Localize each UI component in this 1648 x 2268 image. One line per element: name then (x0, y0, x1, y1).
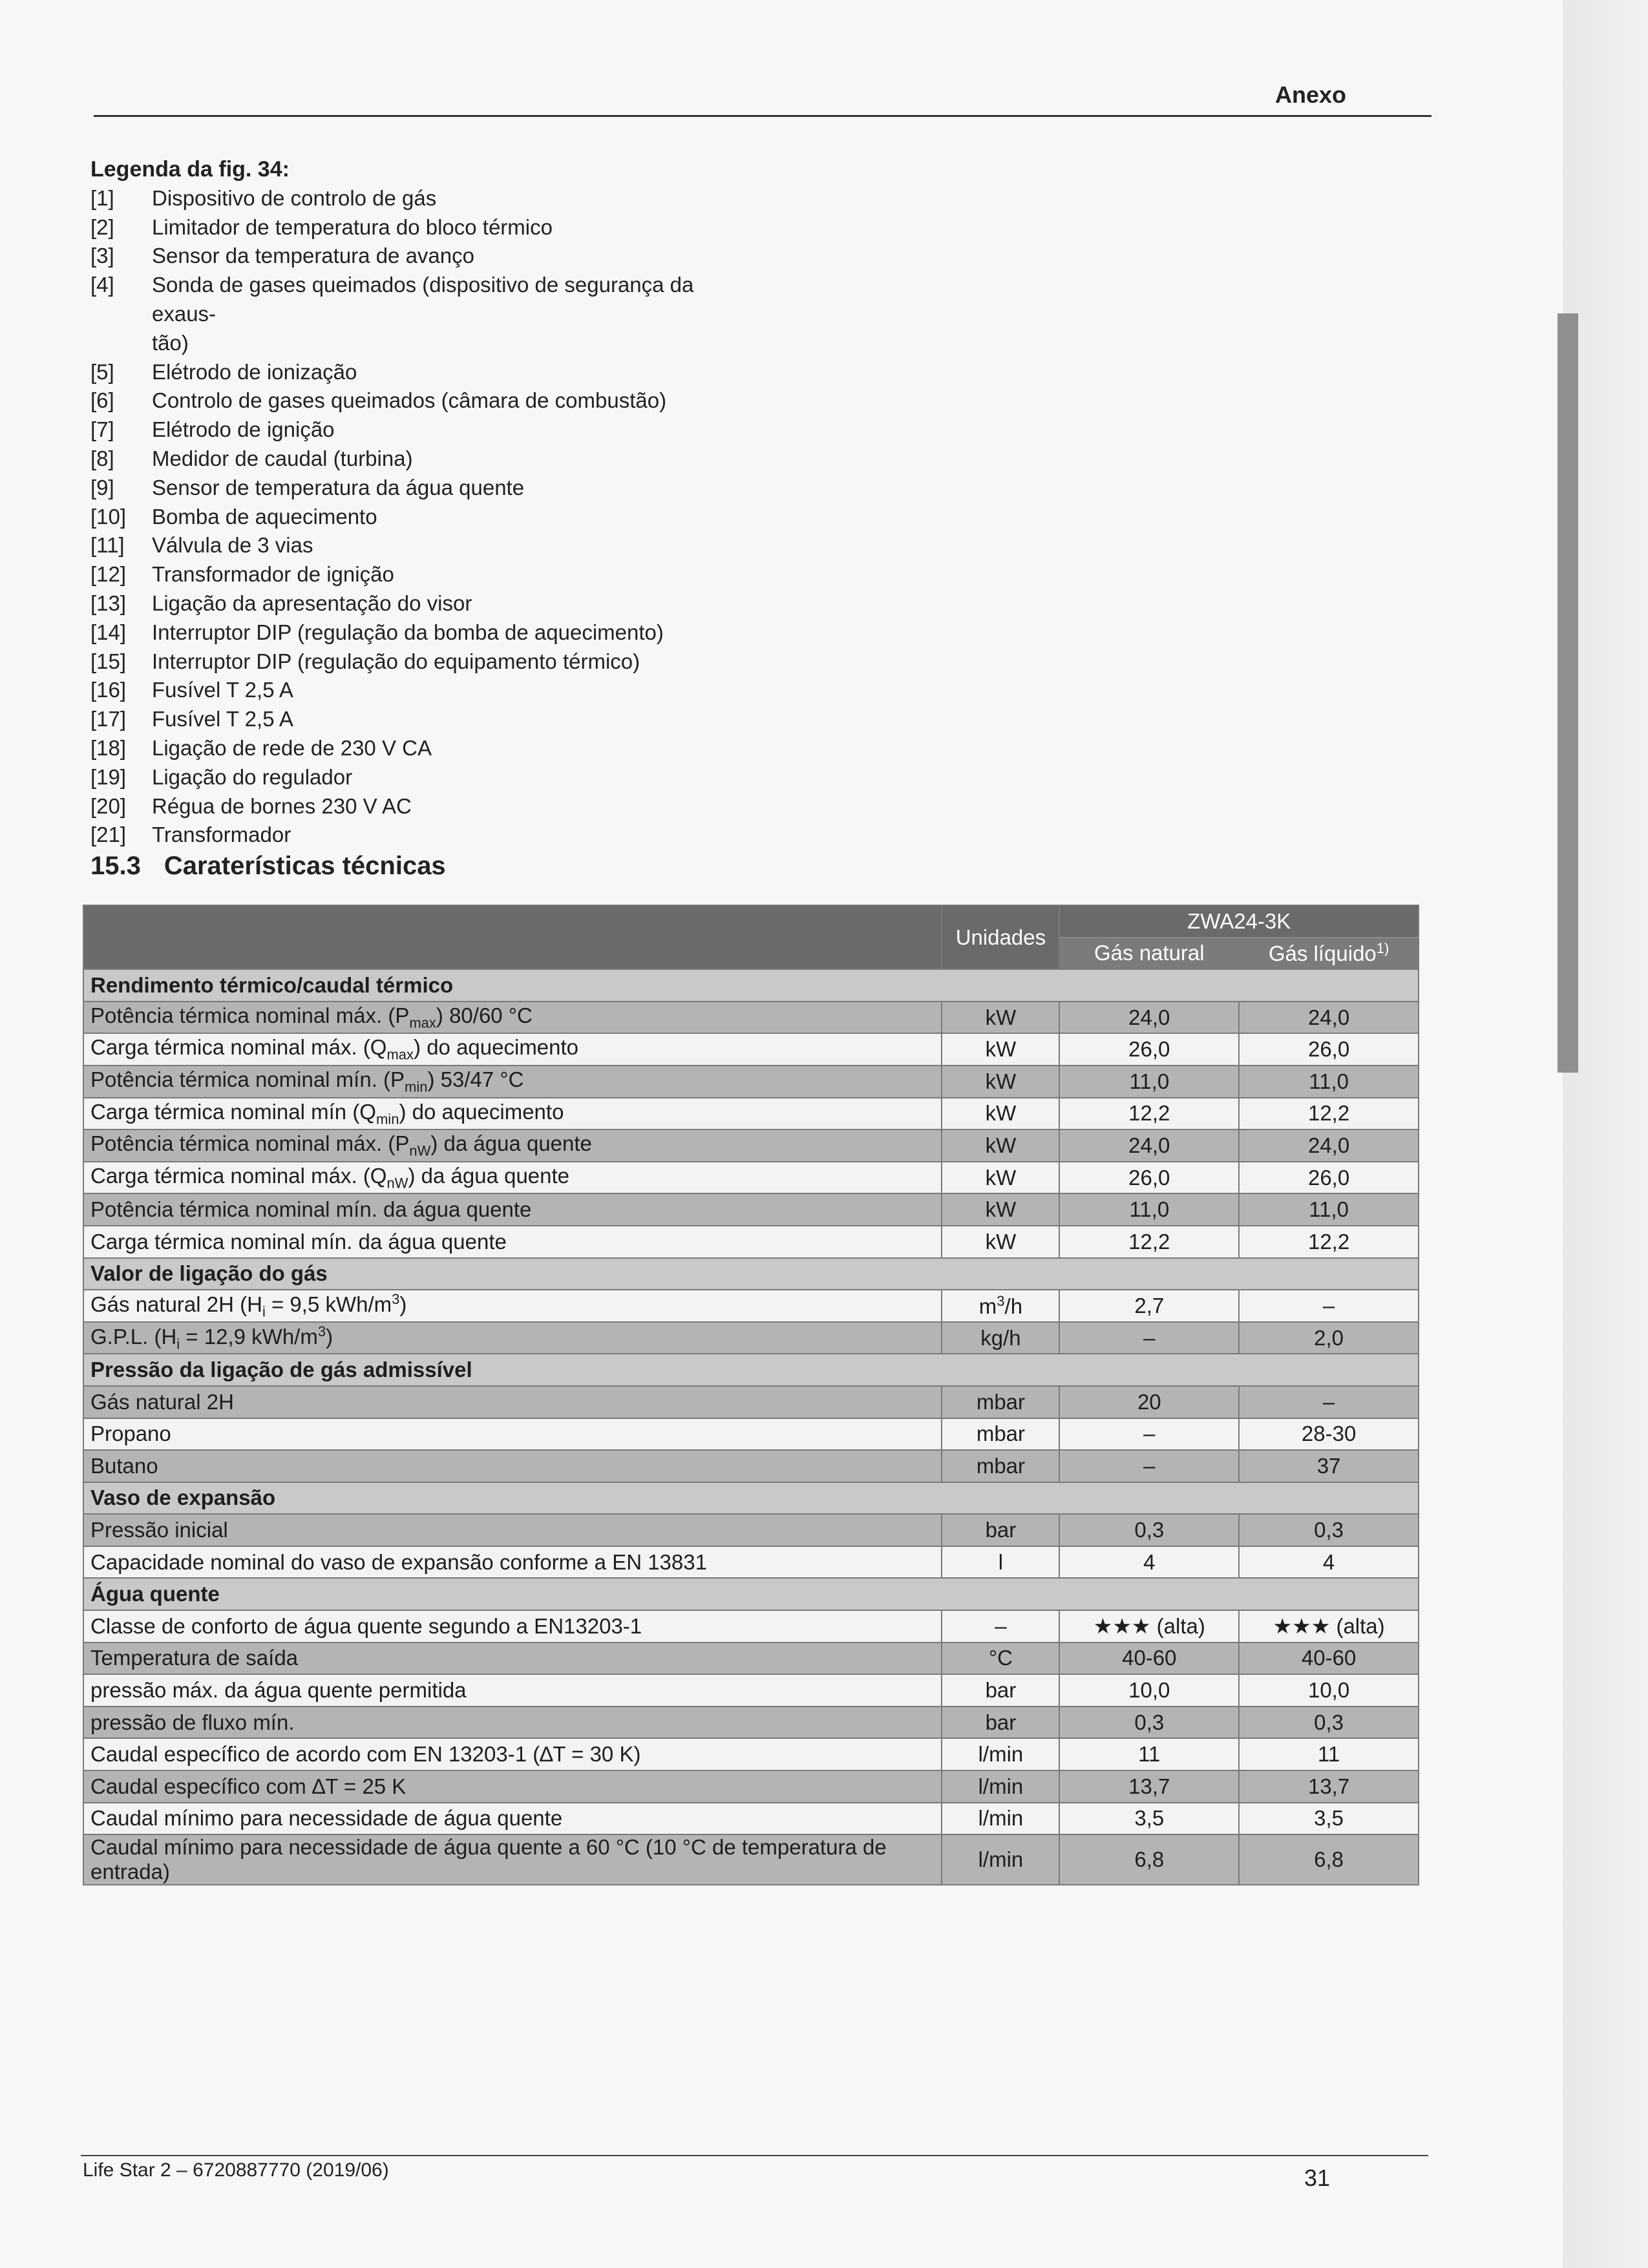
section-number: 15.3 (90, 852, 141, 880)
row-unit: l/min (942, 1834, 1059, 1885)
legend-item-text: Sensor de temperatura da água quente (152, 475, 525, 499)
footnote-marker: 1) (1376, 940, 1389, 957)
row-value-gas-natural: 11,0 (1059, 1066, 1239, 1098)
header-divider (94, 115, 1431, 117)
legend-item (90, 821, 737, 850)
legend-item-text: Medidor de caudal (turbina) (152, 446, 413, 470)
row-value-gas-liquido: 3,5 (1239, 1803, 1419, 1835)
row-label (83, 1162, 942, 1194)
legend-item-text: Válvula de 3 vias (152, 533, 313, 558)
legend-item-text: Transformador (152, 823, 291, 847)
group-label: Vaso de expansão (83, 1482, 1419, 1515)
row-value-gas-liquido: 12,2 (1239, 1098, 1419, 1130)
row-label-text: ) do aquecimento (399, 1099, 564, 1124)
legend-item-number: [19] (90, 764, 127, 789)
row-value-gas-natural: 26,0 (1059, 1033, 1239, 1066)
row-value-gas-liquido: 11,0 (1239, 1193, 1419, 1226)
running-header: Anexo (1274, 81, 1346, 108)
row-unit: l/min (942, 1738, 1059, 1770)
table-row (83, 1290, 1419, 1322)
legend-item-text: Interruptor DIP (regulação da bomba de aquecimento) (152, 620, 664, 644)
legend-item-text: Régua de bornes 230 V AC (152, 793, 412, 818)
row-unit: bar (942, 1674, 1059, 1706)
row-label-sub: max (386, 1046, 414, 1063)
row-unit: kW (942, 1033, 1059, 1066)
row-label (83, 1066, 942, 1098)
row-label (83, 1129, 942, 1162)
row-value-gas-natural: 40-60 (1059, 1643, 1239, 1675)
legend-item-text: Controlo de gases queimados (câmara de combustão) (152, 388, 667, 413)
unit-text: m (978, 1294, 997, 1318)
legend-item-number: [16] (90, 678, 127, 702)
row-label (83, 1098, 942, 1130)
legend-item-number: [3] (90, 244, 114, 268)
row-value-gas-natural: 0,3 (1059, 1706, 1239, 1739)
legend-list (90, 184, 737, 850)
row-label-text: Potência térmica nominal máx. (P (90, 1131, 410, 1156)
row-value-gas-liquido: – (1239, 1290, 1419, 1322)
row-label: Potência térmica nominal mín. da água quente (83, 1193, 942, 1226)
table-row (83, 1386, 1419, 1418)
row-label: Capacidade nominal do vaso de expansão conforme a EN 13831 (83, 1546, 942, 1579)
table-header-row (83, 905, 1419, 938)
table-row (83, 1226, 1419, 1258)
row-label-sub: max (409, 1014, 436, 1031)
legend-item-text: Elétrodo de ionização (152, 359, 357, 384)
row-unit: l/min (942, 1803, 1059, 1835)
group-label: Rendimento térmico/caudal térmico (83, 969, 1419, 1002)
legend-item (90, 474, 737, 503)
row-label-text: = 9,5 kWh/m (265, 1292, 392, 1317)
row-value-gas-natural: 26,0 (1059, 1162, 1239, 1194)
row-value-gas-liquido: 0,3 (1239, 1514, 1419, 1546)
row-value-gas-liquido: 28-30 (1239, 1418, 1419, 1451)
row-value-gas-natural: – (1059, 1418, 1239, 1451)
row-label-sub: min (375, 1111, 399, 1128)
row-label-sup: 3 (317, 1323, 326, 1339)
row-label (83, 1033, 942, 1066)
header-gas-natural: Gás natural (1059, 938, 1239, 970)
row-unit: kW (942, 1162, 1059, 1194)
row-value-gas-natural: 20 (1059, 1386, 1239, 1418)
row-label-text: ) da água quente (430, 1131, 592, 1156)
legend-item-text: Transformador de ignição (152, 562, 394, 587)
row-label: Caudal mínimo para necessidade de água quente (83, 1803, 942, 1835)
row-unit (942, 1290, 1059, 1322)
row-value-gas-liquido: 0,3 (1239, 1706, 1419, 1739)
table-row (83, 1129, 1419, 1162)
row-label-text: ) (399, 1292, 407, 1317)
row-value-gas-natural: 6,8 (1059, 1834, 1239, 1885)
row-label (83, 1002, 942, 1034)
table-row (83, 1610, 1419, 1643)
table-row (83, 1803, 1419, 1835)
legend-item-text: Ligação de rede de 230 V CA (152, 735, 432, 760)
legend-item (90, 242, 737, 271)
row-label-text: ) da água quente (408, 1163, 570, 1188)
row-value-gas-liquido: 24,0 (1239, 1129, 1419, 1162)
legend-item (90, 734, 737, 763)
row-unit: mbar (942, 1450, 1059, 1482)
row-unit: kW (942, 1129, 1059, 1162)
row-unit: kW (942, 1002, 1059, 1034)
row-label (83, 1290, 942, 1322)
row-unit: kW (942, 1226, 1059, 1258)
legend-item-number: [18] (90, 735, 127, 760)
row-label-text: = 12,9 kWh/m (180, 1324, 318, 1349)
table-row (83, 1002, 1419, 1034)
legend-item-number: [4] (90, 273, 114, 297)
table-row (83, 1418, 1419, 1451)
row-value-gas-liquido: 12,2 (1239, 1226, 1419, 1258)
row-value-gas-liquido: 26,0 (1239, 1162, 1419, 1194)
row-unit: kW (942, 1098, 1059, 1130)
table-row (83, 1514, 1419, 1546)
row-value-gas-natural: 10,0 (1059, 1674, 1239, 1706)
legend-item-text: Interruptor DIP (regulação do equipamento térmico) (152, 649, 640, 673)
row-unit: l/min (942, 1770, 1059, 1803)
legend-item-text: Elétrodo de ignição (152, 417, 335, 442)
row-value-gas-natural: – (1059, 1322, 1239, 1354)
row-label: Temperatura de saída (83, 1643, 942, 1675)
header-units: Unidades (942, 905, 1059, 969)
figure-legend (90, 155, 737, 850)
header-blank-cell (83, 905, 942, 969)
table-row (83, 1450, 1419, 1482)
table-row (83, 1674, 1419, 1706)
technical-specs-table (83, 905, 1419, 1885)
row-label: Propano (83, 1418, 942, 1451)
row-label-text: G.P.L. (H (90, 1324, 177, 1349)
legend-item-number: [2] (90, 215, 114, 239)
table-row (83, 1546, 1419, 1579)
unit-text: /h (1004, 1294, 1023, 1318)
row-value-gas-liquido: 11 (1239, 1738, 1419, 1770)
row-label-text: ) 80/60 °C (436, 1003, 533, 1027)
table-group-row (83, 1258, 1419, 1290)
row-value-gas-liquido: 37 (1239, 1450, 1419, 1482)
row-label-text: ) 53/47 °C (427, 1067, 524, 1091)
row-label: Butano (83, 1450, 942, 1482)
row-label: Caudal específico com ∆T = 25 K (83, 1770, 942, 1803)
table-group-row (83, 1354, 1419, 1386)
legend-item-text: Limitador de temperatura do bloco térmico (152, 215, 553, 239)
row-value-gas-liquido: ★★★ (alta) (1239, 1610, 1419, 1643)
legend-item-number: [12] (90, 562, 127, 587)
footer-document-id: Life Star 2 – 6720887770 (2019/06) (83, 2159, 389, 2181)
row-label-sub: i (262, 1303, 266, 1320)
row-label: Pressão inicial (83, 1514, 942, 1546)
legend-item (90, 531, 737, 560)
row-value-gas-natural: 13,7 (1059, 1770, 1239, 1803)
row-unit: kW (942, 1066, 1059, 1098)
row-value-gas-natural: 12,2 (1059, 1098, 1239, 1130)
legend-item (90, 329, 737, 358)
row-value-gas-natural: 12,2 (1059, 1226, 1239, 1258)
header-model: ZWA24-3K (1059, 905, 1419, 938)
row-value-gas-natural: 24,0 (1059, 1002, 1239, 1034)
legend-item-number (90, 329, 152, 358)
row-value-gas-natural: 4 (1059, 1546, 1239, 1579)
table-row (83, 1193, 1419, 1226)
table-row (83, 1834, 1419, 1885)
table-row (83, 1066, 1419, 1098)
legend-item (90, 213, 737, 242)
header-gas-liquido-label: Gás líquido (1268, 941, 1377, 966)
row-label-text: Potência térmica nominal mín. (P (90, 1067, 405, 1091)
row-label-sub: i (176, 1336, 180, 1352)
footer-divider (81, 2155, 1428, 2156)
legend-title: Legenda da fig. 34: (90, 157, 290, 182)
legend-item-number: [7] (90, 417, 114, 442)
row-unit: bar (942, 1514, 1059, 1546)
row-unit: bar (942, 1706, 1059, 1739)
row-unit: mbar (942, 1386, 1059, 1418)
legend-item-number: [14] (90, 620, 127, 644)
row-value-gas-liquido: 24,0 (1239, 1002, 1419, 1034)
row-value-gas-liquido: 2,0 (1239, 1322, 1419, 1354)
table-row (83, 1033, 1419, 1066)
row-label (83, 1322, 942, 1354)
row-value-gas-natural: 2,7 (1059, 1290, 1239, 1322)
row-value-gas-liquido: 40-60 (1239, 1643, 1419, 1675)
row-label-text: Carga térmica nominal máx. (Q (90, 1163, 387, 1188)
row-label: Gás natural 2H (83, 1386, 942, 1418)
row-value-gas-liquido: 10,0 (1239, 1674, 1419, 1706)
legend-item-text: Fusível T 2,5 A (152, 678, 293, 702)
row-unit: kg/h (942, 1322, 1059, 1354)
row-value-gas-natural: 24,0 (1059, 1129, 1239, 1162)
row-value-gas-liquido: 26,0 (1239, 1033, 1419, 1066)
legend-item-text: Ligação do regulador (152, 764, 353, 789)
legend-item (90, 763, 737, 792)
legend-item (90, 560, 737, 589)
table-row (83, 1098, 1419, 1130)
legend-item (90, 415, 737, 445)
legend-item-number: [13] (90, 591, 127, 615)
row-value-gas-natural: 11 (1059, 1738, 1239, 1770)
section-title: Caraterísticas técnicas (164, 852, 446, 880)
table-row (83, 1643, 1419, 1675)
table-group-row (83, 1578, 1419, 1610)
legend-item-text: Sensor da temperatura de avanço (152, 244, 474, 268)
legend-item-number: [17] (90, 707, 127, 731)
legend-item (90, 271, 737, 329)
legend-item (90, 503, 737, 532)
row-label-text: ) (326, 1324, 333, 1349)
row-label-text: Potência térmica nominal máx. (P (90, 1003, 410, 1027)
legend-item-text: tão) (152, 330, 189, 355)
table-row (83, 1770, 1419, 1803)
legend-item (90, 589, 737, 618)
legend-item-number: [9] (90, 475, 114, 499)
legend-item-text: Sonda de gases queimados (dispositivo de segurança da exaus- (152, 273, 694, 326)
row-label-text: Carga térmica nominal máx. (Q (90, 1035, 387, 1060)
legend-item (90, 647, 737, 677)
row-value-gas-natural: – (1059, 1450, 1239, 1482)
chapter-side-tab (1558, 313, 1578, 1073)
header-gas-liquido (1239, 938, 1419, 970)
legend-item (90, 358, 737, 387)
legend-item-number: [1] (90, 185, 114, 210)
row-unit: l (942, 1546, 1059, 1579)
row-label-text: ) do aquecimento (414, 1035, 579, 1060)
legend-item (90, 445, 737, 474)
group-label: Água quente (83, 1578, 1419, 1610)
row-unit: kW (942, 1193, 1059, 1226)
row-label-sub: nW (386, 1175, 408, 1192)
legend-item-number: [6] (90, 388, 114, 413)
row-value-gas-natural: ★★★ (alta) (1059, 1610, 1239, 1643)
table-group-row (83, 1482, 1419, 1515)
row-label-sub: nW (409, 1142, 431, 1159)
legend-item-number: [10] (90, 504, 127, 529)
group-label: Pressão da ligação de gás admissível (83, 1354, 1419, 1386)
row-unit: mbar (942, 1418, 1059, 1451)
row-label: pressão máx. da água quente permitida (83, 1674, 942, 1706)
group-label: Valor de ligação do gás (83, 1258, 1419, 1290)
table-row (83, 1738, 1419, 1770)
row-label: Caudal específico de acordo com EN 13203-1 (∆T = 30 K) (83, 1738, 942, 1770)
legend-item (90, 676, 737, 705)
row-value-gas-natural: 0,3 (1059, 1514, 1239, 1546)
row-value-gas-liquido: 13,7 (1239, 1770, 1419, 1803)
legend-item-text: Dispositivo de controlo de gás (152, 185, 437, 210)
row-label: Classe de conforto de água quente segundo a EN13203-1 (83, 1610, 942, 1643)
row-label: Caudal mínimo para necessidade de água quente a 60 °C (10 °C de temperatura de entrada) (83, 1834, 942, 1885)
row-unit: – (942, 1610, 1059, 1643)
row-value-gas-natural: 3,5 (1059, 1803, 1239, 1835)
table-row (83, 1322, 1419, 1354)
legend-item-number: [15] (90, 649, 127, 673)
legend-item (90, 618, 737, 647)
legend-item (90, 792, 737, 821)
row-value-gas-liquido: 6,8 (1239, 1834, 1419, 1885)
row-value-gas-natural: 11,0 (1059, 1193, 1239, 1226)
row-value-gas-liquido: 11,0 (1239, 1066, 1419, 1098)
legend-item (90, 184, 737, 213)
row-label-text: Gás natural 2H (H (90, 1292, 262, 1317)
legend-item-text: Ligação da apresentação do visor (152, 591, 472, 615)
legend-item-number: [11] (90, 533, 125, 558)
row-value-gas-liquido: 4 (1239, 1546, 1419, 1579)
legend-item-number: [20] (90, 793, 127, 818)
page-number: 31 (1304, 2165, 1330, 2191)
row-label: pressão de fluxo mín. (83, 1706, 942, 1739)
legend-item (90, 386, 737, 415)
row-label: Carga térmica nominal mín. da água quente (83, 1226, 942, 1258)
row-label-text: Carga térmica nominal mín (Q (90, 1099, 376, 1124)
legend-item-number: [21] (90, 823, 127, 847)
section-heading (90, 852, 446, 881)
row-label-sub: min (405, 1078, 428, 1095)
table-group-row (83, 969, 1419, 1002)
legend-item-text: Bomba de aquecimento (152, 504, 377, 529)
row-unit: °C (942, 1643, 1059, 1675)
legend-item-number: [8] (90, 446, 114, 470)
table-row (83, 1162, 1419, 1194)
table-row (83, 1706, 1419, 1739)
unit-sup: 3 (997, 1292, 1005, 1309)
legend-item-text: Fusível T 2,5 A (152, 707, 293, 731)
row-value-gas-liquido: – (1239, 1386, 1419, 1418)
legend-item-number: [5] (90, 359, 114, 384)
row-label-sup: 3 (392, 1291, 400, 1308)
legend-item (90, 705, 737, 734)
